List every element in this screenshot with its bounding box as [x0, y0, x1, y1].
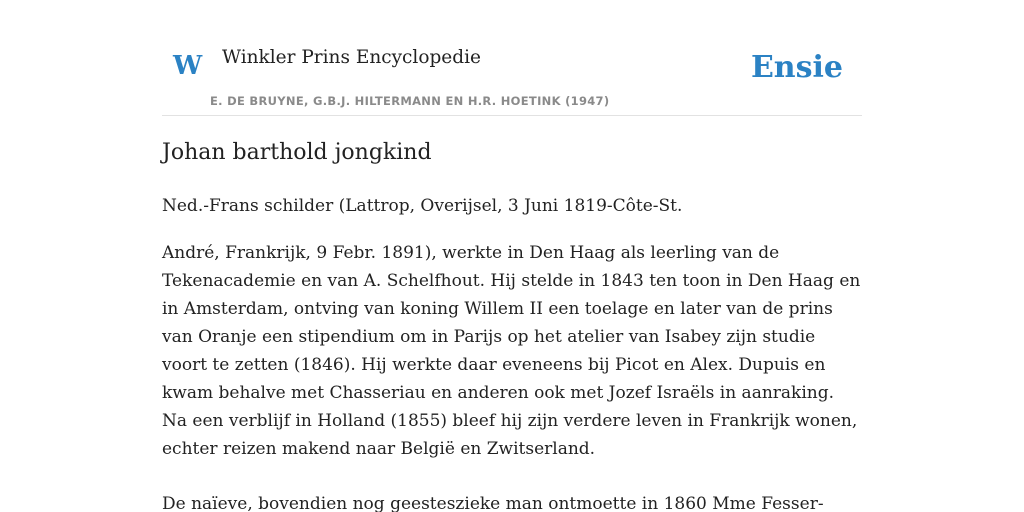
article-title: Johan barthold jongkind: [162, 140, 432, 165]
publication-authors: E. DE BRUYNE, G.B.J. HILTERMANN EN H.R. HOETINK (1947): [210, 94, 610, 108]
publication-title[interactable]: Winkler Prins Encyclopedie: [222, 47, 481, 68]
ensie-logo[interactable]: Ensie: [750, 50, 843, 85]
article-paragraph-continued: De naïeve, bovendien nog geesteszieke man ontmoette in 1860 Mme Fesser-: [162, 494, 824, 512]
article-paragraph-biography: André, Frankrijk, 9 Febr. 1891), werkte in Den Haag als leerling van de Tekenacademie en van A. Schelfhout. Hij stelde in 1843 ten toon in Den Haag en in Amsterdam, ontving van koning Willem II een toelage en later van de prins van Oranje een stipendium om in Parijs op het atelier van Isabey zijn studie voort te zetten (1846). Hij werkte daar eveneens bij Picot en Alex. Dupuis en kwam behalve met Chasseriau en anderen ook met Jozef Israëls in aanraking. Na een verblijf in Holland (1855) bleef hij zijn verdere leven in Frankrijk wonen, echter reizen makend naar België en Zwitserland.: [162, 243, 861, 459]
site-header: [162, 40, 862, 116]
publication-logo[interactable]: W: [173, 51, 203, 81]
article-paragraph-intro: Ned.-Frans schilder (Lattrop, Overijsel, 3 Juni 1819-Côte-St.: [162, 196, 683, 216]
